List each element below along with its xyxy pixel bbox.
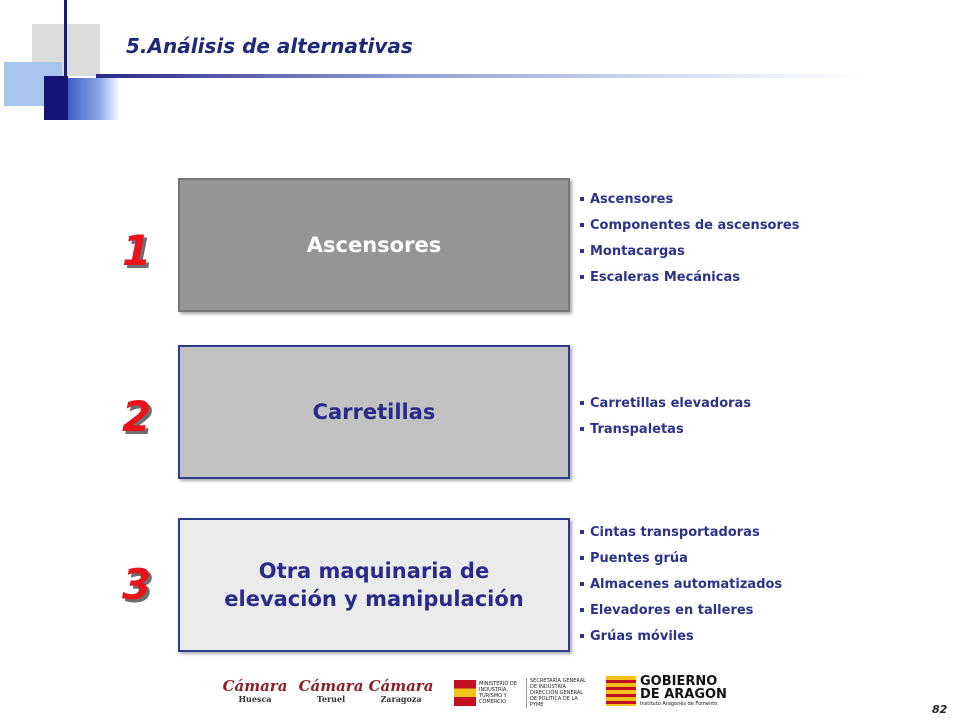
gobierno-subtitle: Instituto Aragonés de Fomento [640, 701, 718, 707]
list-item: Almacenes automatizados [580, 572, 782, 598]
category-label-line-2: elevación y manipulación [224, 587, 524, 611]
camara-wordmark: Cámara [222, 677, 288, 695]
camara-zaragoza-logo [368, 678, 434, 708]
item-list-2 [580, 391, 751, 443]
list-item: Puentes grúa [580, 546, 782, 572]
camara-wordmark: Cámara [368, 677, 434, 695]
list-item: Cintas transportadoras [580, 520, 782, 546]
category-label [224, 557, 523, 613]
gobierno-text [640, 675, 727, 707]
item-list-1 [580, 187, 799, 291]
ministerio-left-text: MINISTERIO DE INDUSTRIA, TURISMO Y COMERCIO [479, 681, 517, 705]
category-label: Carretillas [312, 400, 436, 424]
gobierno-line-2: DE ARAGON [640, 687, 727, 702]
category-label: Ascensores [306, 233, 442, 257]
camara-wordmark: Cámara [298, 677, 364, 695]
decor-blue-gradient [68, 78, 120, 120]
category-label-line-1: Otra maquinaria de [258, 559, 490, 583]
category-box-otra-maquinaria [178, 518, 570, 652]
spain-crest-icon [454, 680, 476, 706]
list-item: Transpaletas [580, 417, 751, 443]
list-item: Escaleras Mecánicas [580, 265, 799, 291]
list-item: Grúas móviles [580, 624, 782, 650]
page-number: 82 [932, 703, 948, 716]
page-title: 5.Análisis de alternativas [126, 34, 413, 58]
camara-city: Huesca [238, 694, 272, 704]
category-box-carretillas [178, 345, 570, 479]
list-item: Carretillas elevadoras [580, 391, 751, 417]
aragon-flag-icon [606, 676, 636, 706]
ministerio-right-text: SECRETARÍA GENERAL DE INDUSTRIA DIRECCIÓN GENERAL DE POLÍTICA DE LA PYME [526, 678, 586, 708]
section-number-1: 1 [122, 226, 152, 275]
list-item: Componentes de ascensores [580, 213, 799, 239]
list-item: Elevadores en talleres [580, 598, 782, 624]
list-item: Ascensores [580, 187, 799, 213]
camara-huesca-logo [222, 678, 288, 708]
decor-navy-block [44, 76, 68, 120]
category-box-ascensores [178, 178, 570, 312]
decor-header-rule [96, 74, 866, 78]
section-number-2: 2 [122, 392, 152, 441]
list-item: Montacargas [580, 239, 799, 265]
gobierno-line-1: GOBIERNO [640, 674, 718, 689]
ministerio-logo [454, 678, 586, 708]
camara-city: Zaragoza [380, 694, 422, 704]
camara-city: Teruel [316, 694, 346, 704]
section-number-3: 3 [122, 560, 152, 609]
gobierno-aragon-logo [606, 676, 727, 706]
camara-teruel-logo [298, 678, 364, 708]
item-list-3 [580, 520, 782, 650]
